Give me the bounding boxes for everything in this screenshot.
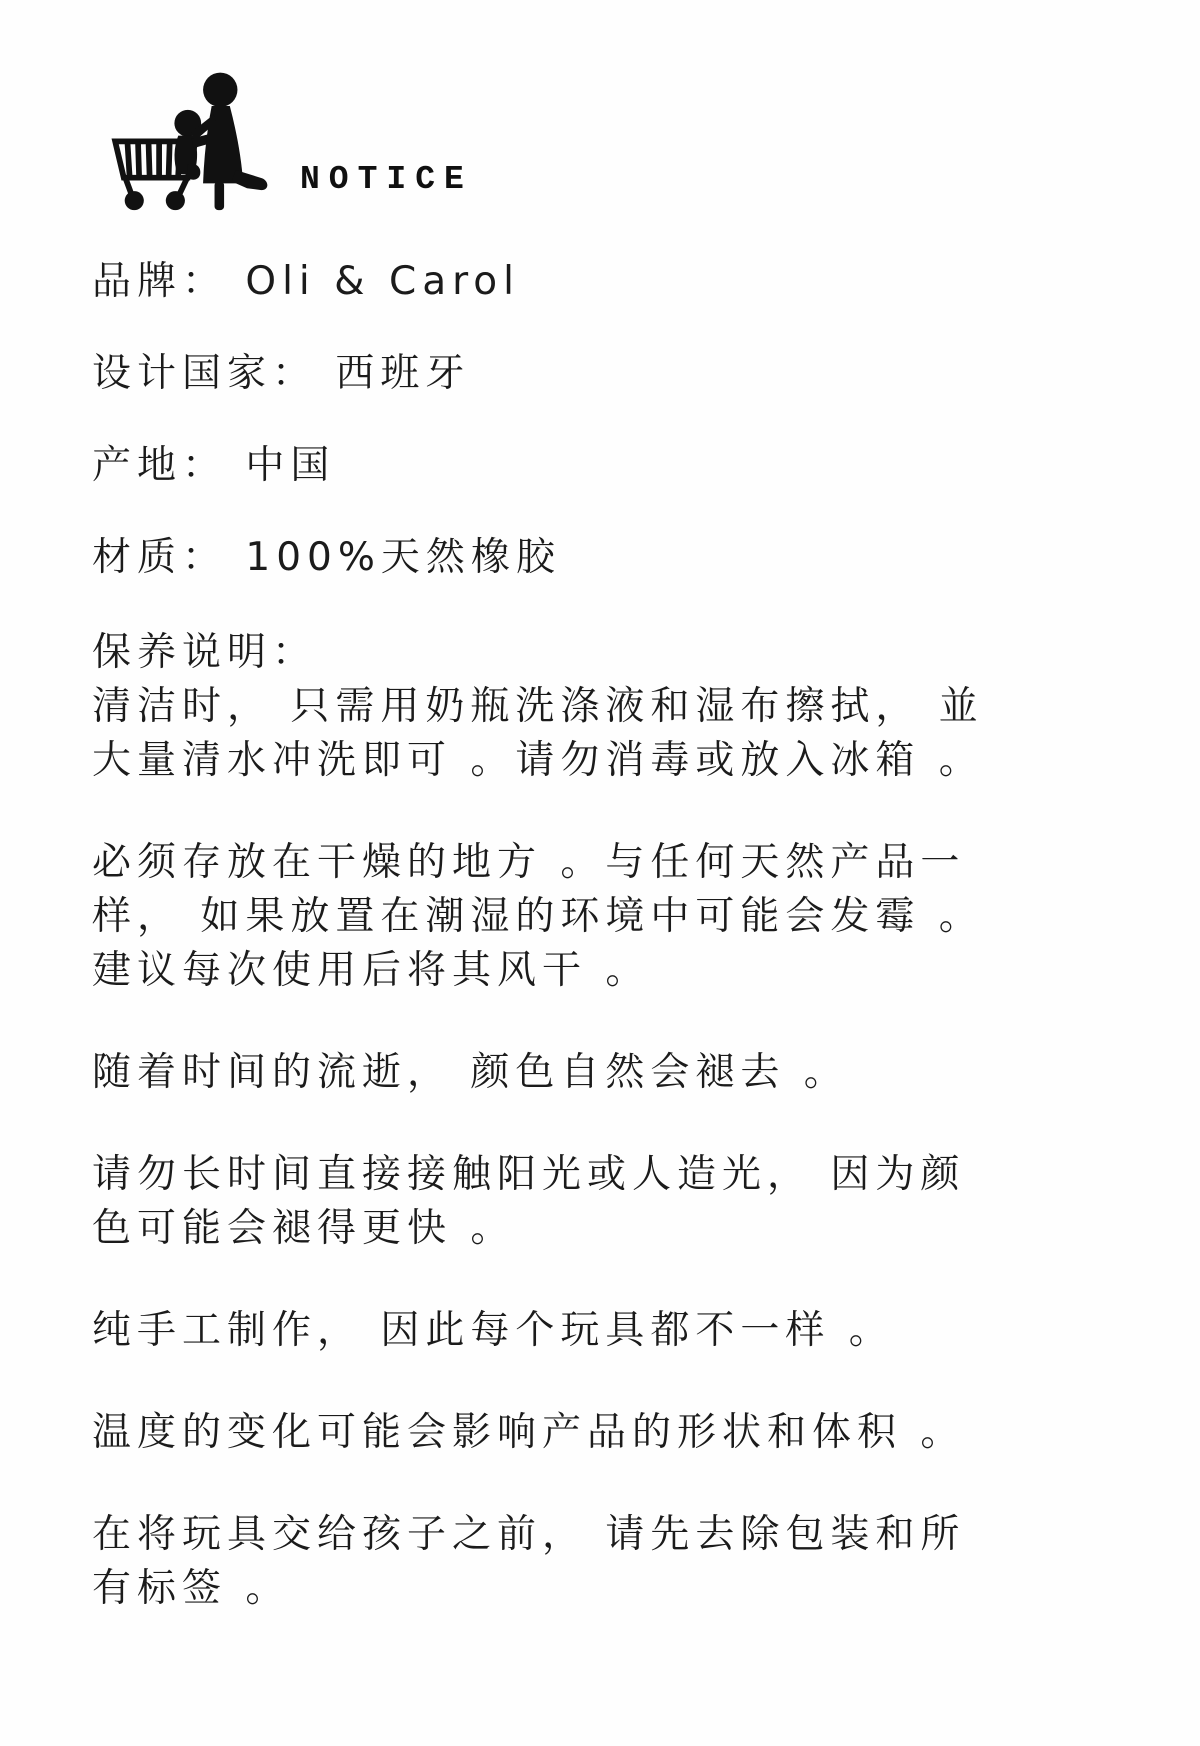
text-line: 建议每次使用后将其风干 。 [92, 948, 651, 993]
care-paragraph-handmade [92, 1304, 1130, 1358]
info-line-material: 材质： 100%天然橡胶 [92, 535, 561, 580]
care-paragraph-storage [92, 836, 1130, 998]
text-line: 必须存放在干燥的地方 。与任何天然产品一 [92, 840, 966, 885]
info-line-origin: 产地： 中国 [92, 443, 336, 488]
care-instructions-section [92, 626, 1130, 1616]
text-line: 清洁时， 只需用奶瓶洗涤液和湿布擦拭， 並 [92, 684, 984, 729]
care-paragraph-temperature [92, 1406, 1130, 1460]
text-line: 温度的变化可能会影响产品的形状和体积 。 [92, 1410, 966, 1455]
text-line: 大量清水冲洗即可 。请勿消毒或放入冰箱 。 [92, 738, 984, 783]
text-line: 在将玩具交给孩子之前， 请先去除包装和所 [92, 1512, 966, 1557]
care-paragraph-packaging [92, 1508, 1130, 1616]
text-line: 色可能会褪得更快 。 [92, 1206, 516, 1251]
mother-child-shopping-cart-icon [92, 42, 274, 214]
care-paragraph-sunlight [92, 1148, 1130, 1256]
product-info-section [92, 258, 1130, 581]
text-line: 样， 如果放置在潮湿的环境中可能会发霉 。 [92, 894, 984, 939]
info-line-design-country: 设计国家： 西班牙 [92, 351, 471, 396]
text-line: 纯手工制作， 因此每个玩具都不一样 。 [92, 1308, 894, 1353]
info-line-brand: 品牌： Oli & Carol [92, 259, 520, 304]
page-title: NOTICE [300, 161, 473, 198]
care-instructions-heading: 保养说明： [92, 630, 318, 675]
care-paragraph-cleaning [92, 680, 1130, 788]
text-line: 随着时间的流逝， 颜色自然会褪去 。 [92, 1050, 849, 1095]
text-line: 请勿长时间直接接触阳光或人造光， 因为颜 [92, 1152, 966, 1197]
care-paragraph-color-fading [92, 1046, 1130, 1100]
page-header [92, 38, 1130, 214]
text-line: 有标签 。 [92, 1566, 291, 1611]
mother-child-shopping-cart-icon [92, 42, 274, 214]
